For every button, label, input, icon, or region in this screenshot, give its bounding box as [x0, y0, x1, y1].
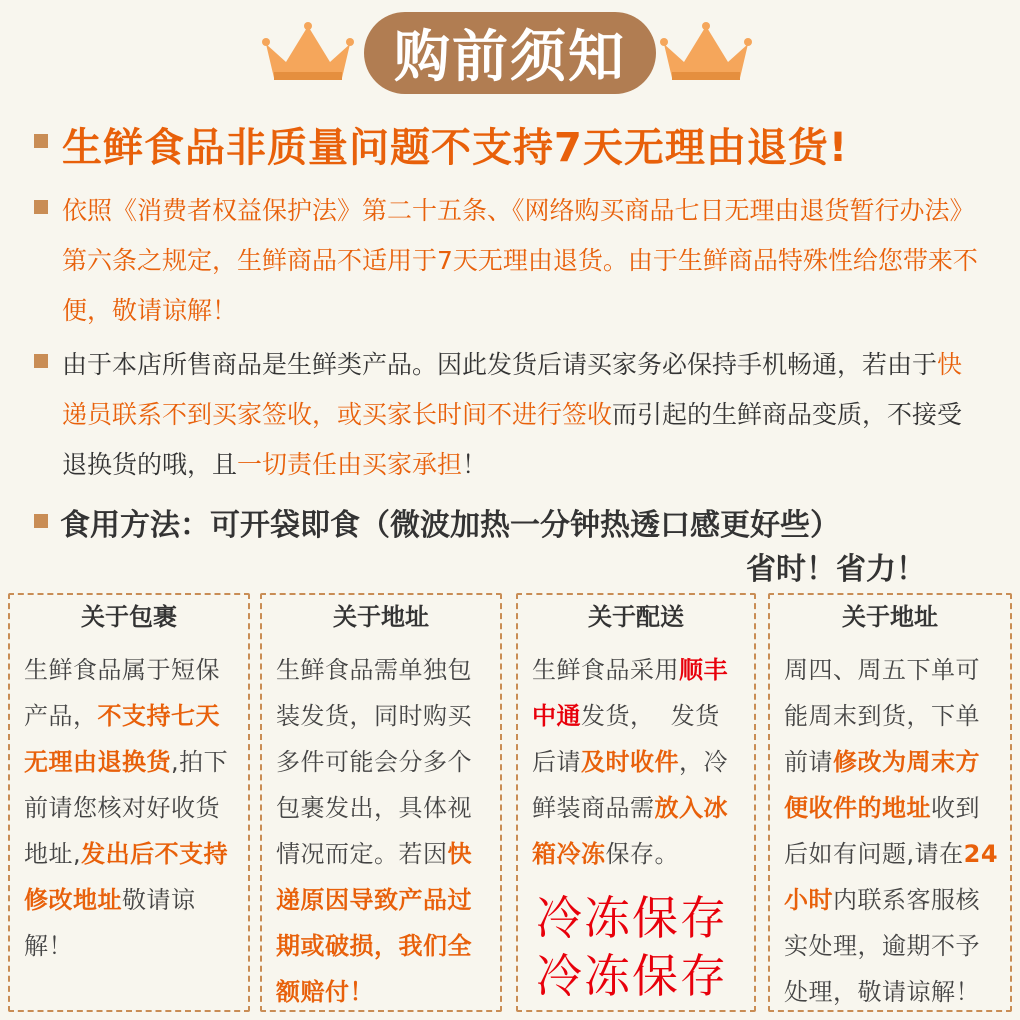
box-line: 周四、周五下单可: [784, 656, 980, 684]
para-line: 第六条之规定，生鲜商品不适用于7天无理由退货。由于生鲜商品特殊性给您带来不: [62, 246, 978, 275]
box-line: 生鲜食品需单独包: [276, 656, 472, 684]
box-heading: 关于地址: [842, 603, 938, 631]
bullet-square: [34, 134, 48, 148]
info-box-address-weekend: [768, 593, 1012, 1012]
box-highlight: 便收件的地址: [784, 794, 931, 822]
main-notice: 生鲜食品非质量问题不支持7天无理由退货!: [62, 125, 849, 171]
box-highlight: 不支持七天: [97, 702, 220, 730]
info-box-package: [8, 593, 250, 1012]
box-highlight: 及时收件: [581, 748, 679, 776]
bullet-square: [34, 354, 48, 368]
box-line: 实处理，逾期不予: [784, 932, 980, 960]
para-highlight: 快: [937, 350, 963, 379]
para-text: ！: [462, 450, 488, 479]
info-box-address: [260, 593, 502, 1012]
box-body: [784, 647, 1002, 1015]
para-highlight: 递员联系不到买家签收，或买家长时间不进行签收: [62, 400, 613, 429]
box-highlight: 修改地址: [24, 886, 122, 914]
box-highlight: 箱冷冻: [532, 840, 606, 868]
para-line: 便，敬请谅解！: [62, 296, 238, 325]
box-highlight: 递原因导致产品过: [276, 886, 472, 914]
box-text: ，冷: [679, 748, 728, 776]
box-text: 后如有问题,请在: [784, 840, 964, 868]
box-line: 能周末到货，下单: [784, 702, 980, 730]
box-highlight: 24: [963, 840, 999, 868]
box-text: 收到: [931, 794, 980, 822]
box-text: 内联系客服核: [833, 886, 980, 914]
box-highlight: 无理由退换货: [24, 748, 171, 776]
box-text: 后请: [532, 748, 581, 776]
box-line: 多件可能会分多个: [276, 748, 472, 776]
usage-line: 食用方法：可开袋即食（微波加热一分钟热透口感更好些）: [60, 508, 840, 543]
box-text: 情况而定。若因: [276, 840, 448, 868]
box-highlight: 中通: [532, 702, 581, 730]
box-highlight: 放入冰: [654, 794, 728, 822]
freeze-label: 冷冻保存: [536, 891, 728, 945]
box-heading: 关于地址: [333, 603, 429, 631]
page-title: 购前须知: [364, 12, 656, 94]
usage-slogan: 省时！省力！: [746, 552, 926, 587]
box-highlight: 发出后不支持: [81, 840, 229, 868]
box-highlight: 顺丰: [679, 656, 728, 684]
box-line: 处理，敬请谅解！: [784, 978, 980, 1006]
freeze-label: 冷冻保存: [536, 949, 728, 1003]
box-text: 鲜装商品需: [532, 794, 655, 822]
para-text: 退换货的哦，且: [62, 450, 238, 479]
box-body: [276, 647, 492, 1015]
box-text: 地址,: [24, 840, 82, 868]
box-body: [532, 647, 746, 877]
para-highlight: 一切责任由买家承担: [237, 450, 463, 479]
box-text: 生鲜食品采用: [532, 656, 679, 684]
notice-paragraph-delivery: [62, 340, 1004, 490]
box-text: ,拍下: [171, 748, 229, 776]
box-text: 前请: [784, 748, 833, 776]
box-text: 敬请谅解！: [24, 886, 196, 960]
box-line: 生鲜食品属于短保: [24, 656, 220, 684]
bullet-square: [34, 514, 48, 528]
box-line: 前请您核对好收货: [24, 794, 220, 822]
bullet-square: [34, 200, 48, 214]
box-text: 发货， 发货: [581, 702, 720, 730]
box-highlight: 小时: [784, 886, 833, 914]
box-heading: 关于包裹: [81, 603, 177, 631]
box-highlight: 快: [447, 840, 472, 868]
para-line: 依照《消费者权益保护法》第二十五条、《网络购买商品七日无理由退货暂行办法》: [62, 196, 975, 225]
crown-icon: [656, 22, 756, 84]
notice-paragraph-law: [62, 186, 1004, 336]
box-highlight: 额赔付！: [276, 978, 374, 1006]
box-line: 包裹发出，具体视: [276, 794, 472, 822]
para-text: 由于本店所售商品是生鲜类产品。因此发货后请买家务必保持手机畅通，若由于: [62, 350, 938, 379]
crown-icon: [258, 22, 358, 84]
box-highlight: 修改为周末方: [833, 748, 980, 776]
box-highlight: 期或破损，我们全: [276, 932, 472, 960]
para-text: 而引起的生鲜商品变质，不接受: [612, 400, 963, 429]
box-line: 装发货，同时购买: [276, 702, 472, 730]
box-heading: 关于配送: [588, 603, 684, 631]
box-body: [24, 647, 240, 969]
box-text: 产品，: [24, 702, 98, 730]
box-text: 保存。: [605, 840, 679, 868]
